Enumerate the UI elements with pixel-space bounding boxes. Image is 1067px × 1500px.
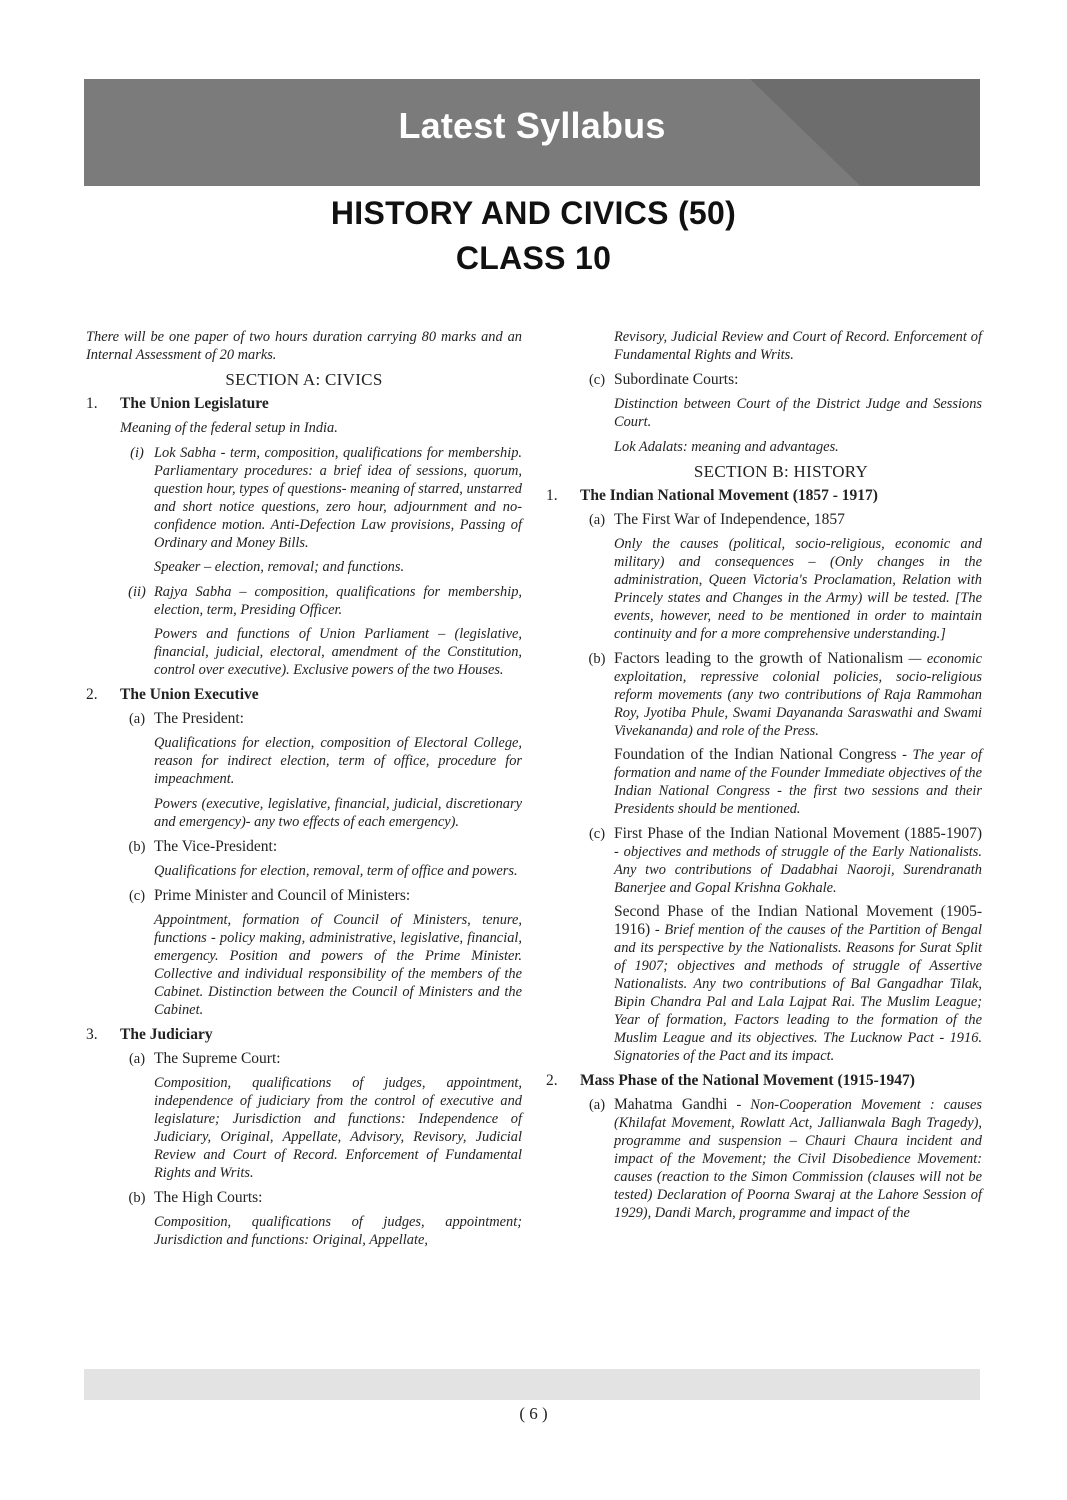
- paragraph: Composition, qualifications of judges, appointment, independence of judiciary from the control of executive and legislature; Jurisdiction and functions: Independence of Judiciary, Original, Appellate, Advisory, Revisory, Judicial Review and Court of Record. Enforcement of Fundamental Rights and Writs.: [154, 1075, 522, 1181]
- subtopic-title: Factors leading to the growth of Nationalism: [614, 650, 904, 667]
- paragraph: Only the causes (political, socio-religious, economic and military) and consequences – (Only changes in the administration, Queen Victoria's Proclamation, Relation with Princely states and Changes in the Army) will be tested. [The events, however, need to be mentioned in order to maintain continuity and for a more comprehensive understanding.]: [614, 536, 982, 642]
- topic-title: The Union Legislature: [120, 395, 269, 412]
- subtopic: [580, 371, 982, 389]
- section-heading: SECTION B: HISTORY: [693, 462, 869, 481]
- paragraph: [614, 746, 982, 818]
- subtopic-text: [614, 650, 982, 740]
- topic-heading: [86, 1026, 522, 1044]
- subtopic: [120, 583, 522, 619]
- subtopic-title: The Vice-President:: [154, 838, 278, 855]
- paragraph: Qualifications for election, composition of Electoral College, reason for indirect election, term of office, procedure for impeachment.: [154, 735, 522, 787]
- subtopic-label: (a): [588, 512, 606, 528]
- subtopic: [120, 1050, 522, 1068]
- paragraph: Speaker – election, removal; and functions.: [154, 559, 405, 575]
- left-column: [86, 328, 522, 1256]
- subtopic-label: (c): [588, 372, 606, 388]
- subtopic: [580, 511, 982, 529]
- intro-text: There will be one paper of two hours duration carrying 80 marks and an Internal Assessment of 20 marks.: [86, 329, 522, 363]
- topic-number: 1.: [86, 395, 98, 412]
- subtopic-label: (a): [588, 1097, 606, 1113]
- subtopic-title: First Phase of the Indian National Movement (1885-1907): [614, 825, 982, 842]
- subtopic-detail: - Non-Cooperation Movement : causes (Khilafat Movement, Rowlatt Act, Jallianwala Bagh Tragedy), programme and suspension – Chauri Chaura incident and impact of the Movement; the Civil Disobedience Movement: causes (reaction to the Simon Commission (clauses will not be tested) Declaration of Poorna Swaraj at the Lahore Session of 1929), Dandi March, programme and impact of the: [614, 1097, 982, 1221]
- subtopic-text: Rajya Sabha – composition, qualifications for membership, election, term, Presiding Officer.: [154, 584, 522, 618]
- topic-description: Meaning of the federal setup in India.: [120, 420, 338, 436]
- topic-number: 1.: [546, 487, 558, 504]
- paragraph-title: Second Phase of the Indian National Movement (1905-1916): [614, 903, 982, 938]
- paragraph: Distinction between Court of the District Judge and Sessions Court.: [614, 396, 982, 430]
- subtopic-detail: — economic exploitation, repressive colonial policies, socio-religious reform movements (any two contributions of Raja Rammohan Roy, Jyotiba Phule, Swami Dayananda Saraswathi and Swami Vivekananda) and role of the Press.: [614, 651, 982, 739]
- subtopic-text: [614, 825, 982, 897]
- subtopic: [120, 838, 522, 856]
- topic-title: The Union Executive: [120, 686, 259, 703]
- subtopic: [120, 1189, 522, 1207]
- subtopic: [580, 825, 982, 897]
- subtopic-label: (b): [128, 839, 146, 855]
- banner-title: Latest Syllabus: [398, 105, 666, 146]
- subtopic-label: (b): [128, 1190, 146, 1206]
- subtopic: [580, 650, 982, 740]
- topic-number: 2.: [546, 1072, 558, 1089]
- subtopic-label: (a): [128, 1051, 146, 1067]
- topic-heading: [86, 395, 522, 413]
- subtopic-title: The President:: [154, 710, 244, 727]
- paragraph: Powers and functions of Union Parliament – (legislative, financial, judicial, electoral, amendment of the Constitution, control over executive). Exclusive powers of the two Houses.: [154, 626, 522, 678]
- subtopic-label: (a): [128, 711, 146, 727]
- paragraph: Powers (executive, legislative, financial, judicial, discretionary and emergency)- any two effects of each emergency).: [154, 796, 522, 830]
- paragraph: Revisory, Judicial Review and Court of Record. Enforcement of Fundamental Rights and Writs.: [614, 329, 982, 363]
- subtopic: [120, 710, 522, 728]
- section-heading: SECTION A: CIVICS: [225, 370, 383, 389]
- topic-number: 3.: [86, 1026, 98, 1043]
- page-subtitle: CLASS 10: [455, 240, 612, 276]
- paragraph-title: Foundation of the Indian National Congress: [614, 746, 897, 763]
- topic-heading: [86, 686, 522, 704]
- topic-title: The Judiciary: [120, 1026, 213, 1043]
- paragraph: Qualifications for election, removal, term of office and powers.: [154, 863, 518, 879]
- subtopic-title: Mahatma Gandhi: [614, 1096, 728, 1113]
- syllabus-banner: [84, 79, 980, 186]
- page-title: HISTORY AND CIVICS (50): [330, 195, 737, 231]
- topic-heading: [546, 1072, 982, 1090]
- topic-number: 2.: [86, 686, 98, 703]
- paragraph: Lok Adalats: meaning and advantages.: [614, 439, 839, 455]
- topic-title: The Indian National Movement (1857 - 1917): [580, 487, 878, 504]
- subtopic-title: The High Courts:: [154, 1189, 263, 1206]
- paragraph: Composition, qualifications of judges, appointment; Jurisdiction and functions: Original, Appellate,: [154, 1214, 522, 1248]
- subtopic-label: (c): [128, 888, 146, 904]
- page-number: ( 6 ): [519, 1404, 548, 1423]
- topic-heading: [546, 487, 982, 505]
- paragraph: Appointment, formation of Council of Ministers, tenure, functions - policy making, administrative, legislative, financial, emergency. Position and powers of the Prime Minister. Collective and individual responsibility of the members of the Cabinet. Distinction between the Council of Ministers and the Cabinet.: [154, 912, 522, 1018]
- subtopic-title: The Supreme Court:: [154, 1050, 281, 1067]
- right-column: [546, 328, 982, 1228]
- subtopic-title: The First War of Independence, 1857: [614, 511, 845, 528]
- subtopic-label: (c): [588, 826, 606, 842]
- subtopic-label: (b): [588, 651, 606, 667]
- subtopic: [120, 887, 522, 905]
- subtopic: [580, 1096, 982, 1222]
- subtopic-text: Lok Sabha - term, composition, qualifications for membership. Parliamentary procedures: a brief idea of sessions, quorum, question hour, types of questions- meaning of starred, unstarred and short notice questions, zero hour, adjournment and no-confidence motion. Anti-Defection Law provisions, Passing of Ordinary and Money Bills.: [154, 445, 522, 551]
- footer-bar: [84, 1369, 980, 1400]
- paragraph-detail: - The year of formation and name of the Founder Immediate objectives of the Indian National Congress - the first two sessions and their Presidents should be mentioned.: [614, 747, 982, 817]
- paragraph-detail: - Brief mention of the causes of the Partition of Bengal and its perspective by the Nationalists. Reasons for Surat Split of 1907; objectives and methods of struggle of Assertive Nationalists. Any two contributions of Bal Gangadhar Tilak, Bipin Chandra Pal and Lala Lajpat Rai. The Muslim League; Year of formation, Factors leading to the formation of the Muslim League and its objectives. The Lucknow Pact - 1916. Signatories of the Pact and its impact.: [614, 922, 982, 1064]
- subtopic-label: (i): [130, 445, 144, 461]
- subtopic-title: Subordinate Courts:: [614, 371, 739, 388]
- paragraph: [614, 903, 982, 1065]
- subtopic-label: (ii): [128, 584, 146, 600]
- subtopic-detail: - objectives and methods of struggle of the Early Nationalists. Any two contributions of Dadabhai Naoroji, Surendranath Banerjee and Gopal Krishna Gokhale.: [614, 844, 982, 896]
- subtopic-text: [614, 1096, 982, 1222]
- subtopic: [120, 444, 522, 552]
- subtopic-title: Prime Minister and Council of Ministers:: [154, 887, 411, 904]
- topic-title: Mass Phase of the National Movement (1915-1947): [580, 1072, 915, 1089]
